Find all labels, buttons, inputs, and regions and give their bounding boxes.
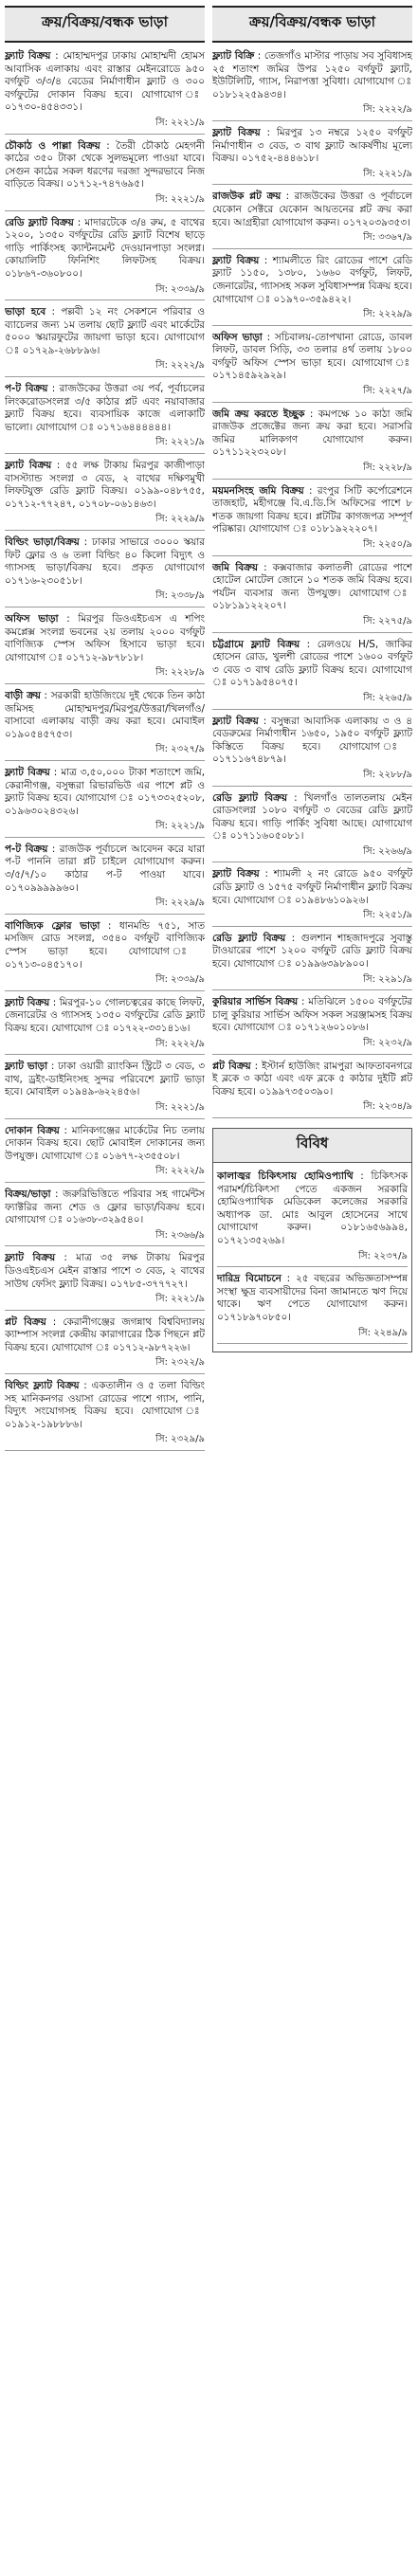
ad-separator: : xyxy=(50,50,64,62)
ad-code: সি: ২২৫০/৯ xyxy=(363,539,412,550)
ad-text xyxy=(212,255,412,306)
ad-title: বিল্ডিং ফ্ল্যাট বিক্রয় xyxy=(5,1380,80,1392)
ad-code: সি: ২৩৩৮/৯ xyxy=(155,590,205,602)
ad-code: সি: ২৩৩৯/৯ xyxy=(155,974,205,986)
ad-separator: : xyxy=(304,408,318,420)
ad-separator: : xyxy=(259,868,274,880)
ad-title: বিক্রয়/ভাড়া xyxy=(5,1188,51,1200)
ad-separator: : xyxy=(58,612,79,625)
ad-text xyxy=(212,792,412,844)
ad-code: সি: ২২২১/৯ xyxy=(363,168,412,179)
ad-body: ৫৫ লক্ষ টাকায় মিরপুর কাজীপাড়া বাসস্ট্যান্ড সংলগ্ন ৩ বেড, ২ বাথের দক্ষিণমুখী লিফটযুক্ত রেডি ফ্ল্যাট বিক্রয়। ০১৯৯-০৪৮৭৫৫, ০১৭১২-৭৭২৪৭, ০১৭০৮-০৬১৪৬৩। xyxy=(5,460,205,510)
ad-code: সি: ২২২২/৯ xyxy=(363,104,412,116)
ad-text xyxy=(5,920,205,971)
ad-text xyxy=(212,562,412,613)
ad-text xyxy=(5,1061,205,1099)
ad-body: কমপক্ষে ১০ কাঠা জমি রাজউক প্রজেক্টের জন্য ক্রয় করা হবে। সরাসরি জমির মালিকগণ যোগাযোগ করুন। ০১৭১১২২৩২০৮। xyxy=(212,408,412,459)
ad-title: কুরিয়ার সার্ভিস বিক্রয় xyxy=(212,996,299,1008)
classified-ad xyxy=(5,1378,205,1451)
ad-text xyxy=(5,1316,205,1355)
ad-title: চট্টগ্রামে ফ্ল্যাট বিক্রয় xyxy=(212,638,300,650)
ad-separator: : xyxy=(100,919,119,932)
ad-body: চিকিৎসক পরামর্শ/চিকিৎসা পেতে একজন সরকারি হোমিওপ্যাথিক মেডিকেল কলেজের সরকারি অধ্যাপক ডা. মোঃ আবুল হোসেনের সাথে যোগাযোগ করুন। ০১৮১৬৫৬৯৯৪, ০১৭২১৩৫২৬৯। xyxy=(217,1170,408,1246)
ad-body: জরুরিভিত্তিতে পরিবার সহ গার্মেন্টস ফ্যাক্টরির জন্য শেড ও ফ্লোর ভাড়া/বিক্রয় হবে। যোগাযোগ ঃ ০১৬৩৮-৩২৯৫৪০। xyxy=(5,1188,205,1226)
ad-body: মানিকগঞ্জের মার্কেটের নিচ তলায় দোকান বিক্রয় হবে। ছোট মোবাইল দোকানের জন্য উপযুক্ত। যোগাযোগ ঃ ০১৬৭৭-২৩৫৫০৮। xyxy=(5,1124,205,1162)
left-section-heading: ক্রয়/বিক্রয়/বন্ধক ভাড়া xyxy=(5,6,205,43)
classified-ad xyxy=(5,1315,205,1374)
ad-text xyxy=(212,408,412,460)
ad-title: জমি ক্রয় করতে ইচ্ছুক xyxy=(212,408,305,420)
ad-body: ইস্টার্ন হাউজিং রামপুরা আফতাবনগরে ই ব্লকে ৩ কাঠা এবং এফ ব্লকে ৫ কাঠার দুইটি প্লট বিক্রয় হবে। ০১৯৯৭৩৫০৩৯০। xyxy=(212,1060,412,1098)
ad-code: সি: ২২৯১/৯ xyxy=(363,973,412,985)
ad-text xyxy=(217,1273,408,1324)
ad-body: কেরানীগঞ্জের জগন্নাথ বিশ্ববিদ্যালয় ক্যাম্পাস সংলগ্ন কেন্দ্রীয় কারাগারের ঠিক পিছনে প্লট বিক্রয় হবে। যোগাযোগ ঃ ০১৭১২-৯৮৭২২৬। xyxy=(5,1315,205,1353)
ad-text xyxy=(212,933,412,971)
ad-separator: : xyxy=(55,1252,77,1264)
ad-code: সি: ২২৮৮/৯ xyxy=(363,769,412,780)
ad-text xyxy=(212,1061,412,1099)
ad-text xyxy=(5,460,205,511)
ad-body: রেলওয়ে H/S, জাকির হোসেন রোড, খুলশী রোডের পাশে ১৬০০ বর্গফুট ৩ বেড ৩ বাথ রেডি ফ্ল্যাট বিক্রয় হবে। যোগাযোগ ঃ ০১৭১৯৫৪০৭৫। xyxy=(212,638,412,689)
ad-title: ফ্ল্যাট বিক্রয় xyxy=(212,868,260,880)
ad-body: রাজউক পূর্বাচলে আবেদন করে যারা প-ট পাননি তারা প্লট চাইলে যোগাযোগ করুন। ৩/৫/৭/১০ কাঠার প-ট পাওয়া যাবে। ০১৭০৯৯৯৯৯৬০। xyxy=(5,843,205,894)
ad-code: সি: ২২৩৭/৯ xyxy=(358,1250,408,1261)
ad-code: সি: ২৩২৭/৯ xyxy=(155,744,205,755)
ad-text xyxy=(212,485,412,536)
ad-separator: : xyxy=(303,484,318,497)
ad-body: মিরপুর-১০ গোলচত্বরের কাছে লিফট, জেনারেটর ও গ্যাসসহ ১৩৫০ বর্গফুটের রেডি ফ্ল্যাট বিক্রয় হবে। যোগাযোগ ঃ ০১৭২২-৩৩১৪১৬। xyxy=(5,996,205,1034)
ad-code: সি: ২২২৯/৯ xyxy=(363,309,412,320)
ad-text xyxy=(5,1125,205,1164)
ad-body: মতিঝিলে ১৫০০ বর্গফুটের চালু কুরিয়ার সার্ভিস অফিস সকল সরঞ্জামসহ বিক্রয় হবে। যোগাযোগ ঃ ০১৭১২৬০১০৮৬। xyxy=(212,996,412,1034)
ad-title: ময়মনসিংহ জমি বিক্রয় xyxy=(212,484,304,497)
ad-body: তেজগাঁও মাস্টার পাড়ায় সব সুবিধাসহ ২৫ শতাংশ জমির উপর ১২৫০ বর্গফুট ফ্ল্যাট, ইউটিলিটি, গ্যাস, নিরাপত্তা সুবিধা। যোগাযোগ ঃ ০১৮১২২৫৯৪৩৪। xyxy=(212,50,412,100)
classified-ad xyxy=(212,931,412,990)
ad-separator: : xyxy=(285,932,301,944)
ad-title: ফ্ল্যাট বিক্রয় xyxy=(212,715,259,727)
ad-text xyxy=(5,140,205,191)
misc-section-heading: বিবিধ xyxy=(213,1129,411,1163)
ad-separator: : xyxy=(73,216,85,228)
ad-text xyxy=(212,190,412,229)
ad-code: সি: ২২৬৫/৯ xyxy=(363,692,412,703)
classified-ad xyxy=(5,1059,205,1118)
classified-ad xyxy=(212,48,412,121)
ad-separator: : xyxy=(262,331,276,343)
classified-ad xyxy=(5,535,205,608)
ad-separator: : xyxy=(258,715,272,727)
misc-section xyxy=(212,1128,412,1352)
ad-separator: : xyxy=(281,190,295,203)
ad-separator: : xyxy=(45,306,62,318)
ad-separator: : xyxy=(254,50,264,62)
ad-title: বিল্ডিং ভাড়া/বিক্রয় xyxy=(5,536,80,548)
classified-ad xyxy=(212,189,412,248)
ad-title: ফ্ল্যাট বিক্রয় xyxy=(5,996,50,1008)
ad-title: অফিস ভাড়া xyxy=(5,612,59,625)
ad-title: রেডি ফ্ল্যাট বিক্রয় xyxy=(5,216,74,228)
ad-separator: : xyxy=(100,139,117,152)
classified-ad xyxy=(5,138,205,211)
ad-title: জমি বিক্রয় xyxy=(212,561,258,573)
ad-body: শ্যামলী ২ নং রোডে ৯৫০ বর্গফুট রেডি ফ্ল্যাট ও ১৫৭৫ বর্গফুট নির্মাণাধীন ফ্ল্যাট বিক্রয় হবে। যোগাযোগ ঃ ০১৯৪৮৬১০৯২৬। xyxy=(212,868,412,906)
ad-body: মাত্র ৩৫ লক্ষ টাকায় মিরপুর ডিওএইচএস মেইন রাস্তার পাশে ৩ বেড, ২ বাথের সাউথ ফেসিং ফ্ল্যাট বিক্রয়। ০১৭৮৫-৩৭৭৭২৭। xyxy=(5,1252,205,1290)
ad-code: সি: ২২২৯/৯ xyxy=(155,898,205,909)
ad-text xyxy=(5,217,205,281)
ad-code: সি: ২৩৬৬/৯ xyxy=(155,1229,205,1241)
ad-text xyxy=(5,997,205,1036)
ad-code: সি: ২৩২৯/৯ xyxy=(155,1434,205,1445)
ad-body: তৈরী চৌকাঠ মেহগনী কাঠের ৩৫০ টাকা থেকে সুলভমূল্যে পাওয়া যাবে। সেগুন কাঠের সকল ধরণের দরজা সুন্দরভাবে নিজ বাড়িতে বিক্রয়। ০১৭১২-৭৪৭৬৯৫। xyxy=(5,139,205,190)
ad-code: সি: ২২৪৯/৯ xyxy=(358,1327,408,1338)
ad-body: রাজউকের উত্তরা ও পূর্বাচলে যেকোন সেক্টরে যেকোন আয়তনের প্লট ক্রয় করা হবে। আগ্রহীরা যোগাযোগ করুন। ০১৭২০৩৯৩৫৩। xyxy=(212,190,412,228)
ad-separator: : xyxy=(45,1315,64,1328)
ad-body: বসুন্ধরা আবাসিক এলাকায় ৩ ও ৪ বেডরুমের নির্মাণাধীন ১৬৫০, ১৯৫০ বর্গফুট ফ্ল্যাট কিস্তিতে বিক্রয় হবে। যোগাযোগ ঃ ০১৭১১৬৭৪৮৭৯। xyxy=(212,715,412,766)
ad-separator: : xyxy=(258,561,273,573)
ad-text xyxy=(5,536,205,588)
ad-text xyxy=(5,767,205,818)
ad-title: রেডি ফ্ল্যাট বিক্রয় xyxy=(212,791,287,804)
classified-ad xyxy=(212,125,412,185)
ad-title: চৌকাঠ ও পাল্লা বিক্রয় xyxy=(5,139,100,152)
ad-body: মাদারটেকে ৩/৪ রুম, ৫ বাথের ১২০০, ১৩৫০ বর্গফুটের রেডি ফ্ল্যাট বিশেষ ছাড়ে গাড়ি পার্কিংসহ ক্যান্টনমেন্ট দেওয়ানপাড়া সংলগ্ন। কোয়ালিটি ফিনিশিং লিফটসহ বিক্রয়। ০১৮৬৭-৩৬০৮০০। xyxy=(5,216,205,280)
ad-text xyxy=(5,1188,205,1227)
ad-body: পল্লবী ১২ নং সেকশনে পরিবার ও ব্যাচেলর জন্য ১ম তলায় ছোট ফ্ল্যাট এবং মার্কেটের ৫০০০ স্কয়ারফুটের জায়গা ভাড়া হবে। যোগাযোগ ঃ ০১৭২৯-২৬৮৮৯৬। xyxy=(5,306,205,356)
classified-ad xyxy=(5,215,205,301)
ad-separator: : xyxy=(298,996,309,1008)
classified-ad xyxy=(5,611,205,684)
ad-body: রংপুর সিটি কর্পোরেশনে তাজহাট, মহীগঞ্জে বি.এ.ডি.সি অফিসের পাশে ৮ শতক জায়গা বিক্রয় হবে। প্লটটির কাগজপত্র সম্পূর্ণ পরিষ্কার। যোগাযোগ ঃ ০১৮১৯২২২০৭। xyxy=(212,484,412,535)
classified-ad xyxy=(5,1123,205,1183)
ad-separator: : xyxy=(59,1124,72,1136)
ad-text xyxy=(5,844,205,895)
ad-separator: : xyxy=(49,996,60,1008)
right-section-heading: ক্রয়/বিক্রয়/বন্ধক ভাড়া xyxy=(212,6,412,43)
ad-title: রাজউক প্লট ক্রয় xyxy=(212,190,282,203)
classified-ad xyxy=(212,1059,412,1118)
classified-ad xyxy=(5,381,205,454)
ad-title: অফিস ভাড়া xyxy=(212,331,263,343)
ad-title: ফ্ল্যাট বিক্রয় xyxy=(212,126,261,138)
ad-text xyxy=(5,50,205,115)
ad-code: সি: ২২৩৪/৯ xyxy=(363,1101,412,1113)
ad-code: সি: ২২২১/৯ xyxy=(155,117,205,128)
ad-code: সি: ২২২৮/৯ xyxy=(363,463,412,474)
ad-title: ফ্ল্যাট বিক্রয় xyxy=(5,50,51,62)
ad-body: রাজউকের উত্তরা ৩য় পর্ব, পূর্বাচলের লিংকরোডসংলগ্ন ৩/৫ কাঠার প্লট এবং নয়াবাজার ফ্ল্যাট বিক্রয় হবে। ব্যবসায়িক কাজে এলাকাটি ভালো। যোগাযোগ ঃ ০১৭১৬৪৪৪৪৪৪। xyxy=(5,383,205,433)
classified-ad xyxy=(217,1271,408,1344)
ad-text xyxy=(5,690,205,741)
ad-title: বাণিজ্যিক ফ্লোর ভাড়া xyxy=(5,919,100,932)
classified-ad xyxy=(212,560,412,633)
ad-title: কালাজ্বর চিকিৎসায় হোমিওপ্যাথি xyxy=(217,1170,354,1182)
ad-body: শ্যামলীতে রিং রোডের পাশে রেডি ফ্ল্যাট ১১৫০, ১৩৮০, ১৬৬০ বর্গফুট, লিফট, জেনারেটর, গ্যাসসহ সকল সুবিধাসম্পন্ন বিক্রয় হবে। যোগাযোগ ঃ ০১৯৭০-৩৫৯৪২২। xyxy=(212,254,412,305)
ad-body: ঢাকা ওয়ারী র‌্যাংকিন স্ট্রিটে ৩ বেড, ৩ বাথ, ড্রইং-ডাইনিংসহ সুন্দর পরিবেশে ফ্ল্যাট ভাড়া হবে। মোবাইল ০১৯৪৯-৬২২৪৫৬। xyxy=(5,1061,205,1098)
ad-body: মিরপুর ১৩ নম্বরে ১২৫০ বর্গফুট নির্মাণাধীন ৩ বেড, ৩ বাথ ফ্ল্যাট আকর্ষণীয় মূল্যে বিক্রয়। ০১৭৫২-৪৪৪৬১৮। xyxy=(212,126,412,165)
ad-body: সরকারী হাউজিংয়ে দুই থেকে তিন কাঠা জমিসহ মোহাম্মদপুর/মিরপুর/উত্তরা/খিলগাঁও/বাসাবো এলাকায় বাড়ী ক্রয় করা হবে। মোবাইল ০১৯০৫৪৫৭৫৩। xyxy=(5,689,205,740)
ad-text xyxy=(5,1252,205,1291)
ad-code: সি: ২২৭৫/৯ xyxy=(363,615,412,626)
ad-separator: : xyxy=(51,460,65,472)
right-column xyxy=(212,6,412,2565)
ad-body: ঢাকার সাভারে ৩০০০ স্কয়ার ফিট ফ্লোর ও ৬ তলা বিল্ডিং ৪০ কিলো বিদ্যুৎ ও গ্যাসসহ ভাড়া/বিক্রয় হবে। প্রকৃত যোগাযোগ ০১৭১৬-২৩০৫১৮। xyxy=(5,536,205,587)
classified-ad xyxy=(5,995,205,1055)
ad-text xyxy=(5,306,205,357)
ad-title: দারিদ্র বিমোচনে xyxy=(217,1273,282,1285)
ad-code: সি: ২২২৭/৯ xyxy=(363,386,412,397)
classified-ad xyxy=(212,407,412,480)
ad-body: মিরপুর ডিওএইচএস এ শপিং কমপ্লেক্স সংলগ্ন ভবনের ২য় তলায় ২০০০ বর্গফুট বাণিজ্যিক স্পেস অফিস হিসাবে ভাড়া হবে। যোগাযোগ ঃ ০১৭১২-৯৮৭৮১৮। xyxy=(5,612,205,663)
ad-body: কক্সবাজার কলাতলী রোডের পাশে হোটেল মোটেল জোনে ১০ শতক জমি বিক্রয় হবে। পর্যটন ব্যবসার জন্য উপযুক্ত। যোগাযোগ ঃ ০১৮১৯১২২২০৭। xyxy=(212,561,412,612)
classified-ad xyxy=(212,714,412,787)
ad-separator: : xyxy=(79,1380,92,1392)
ad-text xyxy=(212,868,412,907)
ad-separator: : xyxy=(40,689,51,701)
ad-body: খিলগাঁও তালতলায় মেইন রোডসংলগ্ন ১০৮০ বর্গফুট ৩ বেডের রেডি ফ্ল্যাট বিক্রয় হবে। গাড়ি পার্কিং সুবিধা আছে। যোগাযোগ ঃ ০১৭১১৬০৫০৮১। xyxy=(212,791,412,843)
ad-code: সি: ২২৩২/৯ xyxy=(363,1038,412,1048)
ad-separator: : xyxy=(50,1188,64,1200)
ad-separator: : xyxy=(353,1170,372,1182)
ad-separator: : xyxy=(47,1061,59,1073)
classified-ad xyxy=(5,458,205,531)
ad-code: সি: ২২৫১/৯ xyxy=(363,910,412,921)
right-ad-list xyxy=(212,48,412,1122)
ad-text xyxy=(212,996,412,1035)
ad-text xyxy=(212,50,412,101)
classified-ad xyxy=(5,1187,205,1246)
left-ad-list xyxy=(5,48,205,1455)
ad-text xyxy=(212,639,412,690)
ad-separator: : xyxy=(300,638,318,650)
ad-text xyxy=(5,1380,205,1431)
ad-text xyxy=(212,332,412,383)
ad-title: প্লট বিক্রয় xyxy=(5,1315,46,1328)
ad-title: ফ্ল্যাট বিক্রয় xyxy=(212,254,260,266)
ad-separator: : xyxy=(79,536,92,548)
ad-body: একতালীন ও ৫ তলা বিল্ডিং সহ মানিকনগর ওয়াসা রোডের পাশে গ্যাস, পানি, বিদ্যুৎ সংযোগসহ বিক্রয় হবে। যোগাযোগ ঃ ০১৯১২-১৯৮৮৮৬। xyxy=(5,1380,205,1430)
ad-code: সি: ২২২২/৯ xyxy=(155,1166,205,1177)
ad-body: মোহাম্মদপুর ঢাকায় মোহাম্মদী হোমস আবাসিক এলাকায় এবং রাস্তার মেইনরোডে ৯৫০ বর্গফুট ৩/৩/৪ বেডের নির্মাণাধীন ফ্ল্যাট ও ৩০০ বর্গফুটের দোকান বিক্রয় হবে। যোগাযোগ ঃ ০১৭৩০-৪৫৪৩৩১। xyxy=(5,50,205,114)
ad-separator: : xyxy=(250,1060,263,1072)
classified-ad xyxy=(212,637,412,710)
ad-code: সি: ২২২৯/৯ xyxy=(155,514,205,525)
ad-text xyxy=(5,383,205,434)
ad-title: ফ্ল্যাট বিক্রয় xyxy=(5,1252,56,1264)
ad-separator: : xyxy=(47,383,60,395)
ad-code: সি: ২২২২/৯ xyxy=(155,1038,205,1049)
ad-title: ফ্ল্যাট বিক্রয় xyxy=(5,460,52,472)
classified-ad xyxy=(5,1250,205,1310)
ad-separator: : xyxy=(49,766,62,778)
ad-separator: : xyxy=(281,1273,296,1285)
classified-ad xyxy=(5,48,205,135)
ad-body: সচিবালয়-তোপখানা রোডে, ডাবল লিফট, ডাবল সিড়ি, ৩৩ তলার ৪র্থ তলায় ১৮০০ বর্গফুট অফিস স্পেস ভাড়া হবে। যোগাযোগ ঃ ০১৭১৪৫৯২৯২৯। xyxy=(212,331,412,382)
ad-code: সি: ২২৬৬/৯ xyxy=(363,845,412,857)
classified-ad xyxy=(212,994,412,1054)
ad-title: প-ট বিক্রয় xyxy=(5,383,48,395)
ad-code: সি: ২২২২/৯ xyxy=(155,360,205,372)
ad-text xyxy=(212,127,412,166)
ad-code: সি: ২২২১/৯ xyxy=(155,821,205,832)
ad-body: ২৫ বছরের অভিজ্ঞতাসম্পন্ন সংস্থা ক্ষুদ্র ব্যবসায়ীদের বিনা জামানতে ঋণ দিয়ে থাকে। ঋণ পেতে যোগাযোগ করুন। ০১৭১৮৯৭০৮৫০। xyxy=(217,1273,409,1323)
ad-title: প-ট বিক্রয় xyxy=(5,843,48,855)
ad-separator: : xyxy=(260,126,277,138)
classified-ad xyxy=(212,330,412,403)
classified-ad xyxy=(5,304,205,377)
classified-ad xyxy=(5,918,205,991)
ad-code: সি: ২২২১/৯ xyxy=(155,193,205,205)
ad-title: ফ্ল্যাট বিক্রি xyxy=(212,50,255,62)
ad-title: ভাড়া হবে xyxy=(5,306,46,318)
ad-title: দোকান বিক্রয় xyxy=(5,1124,60,1136)
classified-ad xyxy=(5,688,205,761)
ad-title: রেডি ফ্ল্যাট বিক্রয় xyxy=(212,932,286,944)
ad-separator: : xyxy=(286,791,304,804)
ad-text xyxy=(217,1170,408,1248)
ad-title: ফ্ল্যাট বিক্রয় xyxy=(5,766,50,778)
ad-body: ধানমন্ডি ৭৫১, সাত মসজিদ রোড সংলগ্ন, ৩৫৪০ বর্গফুট বাণিজ্যিক স্পেস ভাড়া হবে। যোগাযোগ ঃ ০১৭১৩-০৪৫১৭০। xyxy=(5,919,205,971)
ad-code: সি: ২২২৮/৯ xyxy=(155,667,205,679)
ad-code: সি: ২৩২২/৯ xyxy=(155,1357,205,1369)
classified-ad xyxy=(212,253,412,326)
left-column xyxy=(5,6,205,2565)
ad-text xyxy=(5,613,205,664)
ad-code: সি: ২২২১/৯ xyxy=(155,1294,205,1305)
ad-separator: : xyxy=(259,254,273,266)
columns xyxy=(5,6,413,2565)
ad-body: গুলশান শাহজাদপুরে সুবাস্তু টাওয়ারের পাশে ১২০০ বর্গফুট রেডি ফ্ল্যাট বিক্রয় হবে। যোগাযোগ ঃ ০১৯৯৬৩৯৮৯০০। xyxy=(212,932,412,971)
classified-ad xyxy=(212,790,412,863)
ad-code: সি: ২২২১/৯ xyxy=(155,1101,205,1113)
ad-title: ফ্ল্যাট ভাড়া xyxy=(5,1061,48,1073)
ad-body: মাত্র ৩,৫০,০০০ টাকা শতাংশে জমি, কেরানীগঞ্জ, বসুন্ধরা রিভারভিউ এর পাশে প্লট ও ফ্ল্যাট বিক্রয় হবে। যোগাযোগ ঃ ০১৭৩৩২৫২০৮, ০১৯৬৩০২৪৩২৬। xyxy=(5,766,205,817)
misc-ad-list xyxy=(217,1169,408,1348)
ad-title: বাড়ী ক্রয় xyxy=(5,689,41,701)
classified-ad xyxy=(5,765,205,838)
ad-text xyxy=(212,716,412,767)
ad-code: সি: ৩৩৬৭/৯ xyxy=(363,232,412,244)
classified-ad xyxy=(212,866,412,926)
classified-ad xyxy=(212,483,412,556)
ad-code: সি: ২৩৩৯/৯ xyxy=(155,283,205,295)
ad-title: প্লট বিক্রয় xyxy=(212,1060,251,1072)
classified-ad xyxy=(217,1169,408,1267)
ad-separator: : xyxy=(47,843,60,855)
ad-code: সি: ২২২১/৯ xyxy=(155,437,205,448)
classified-ad xyxy=(5,842,205,915)
